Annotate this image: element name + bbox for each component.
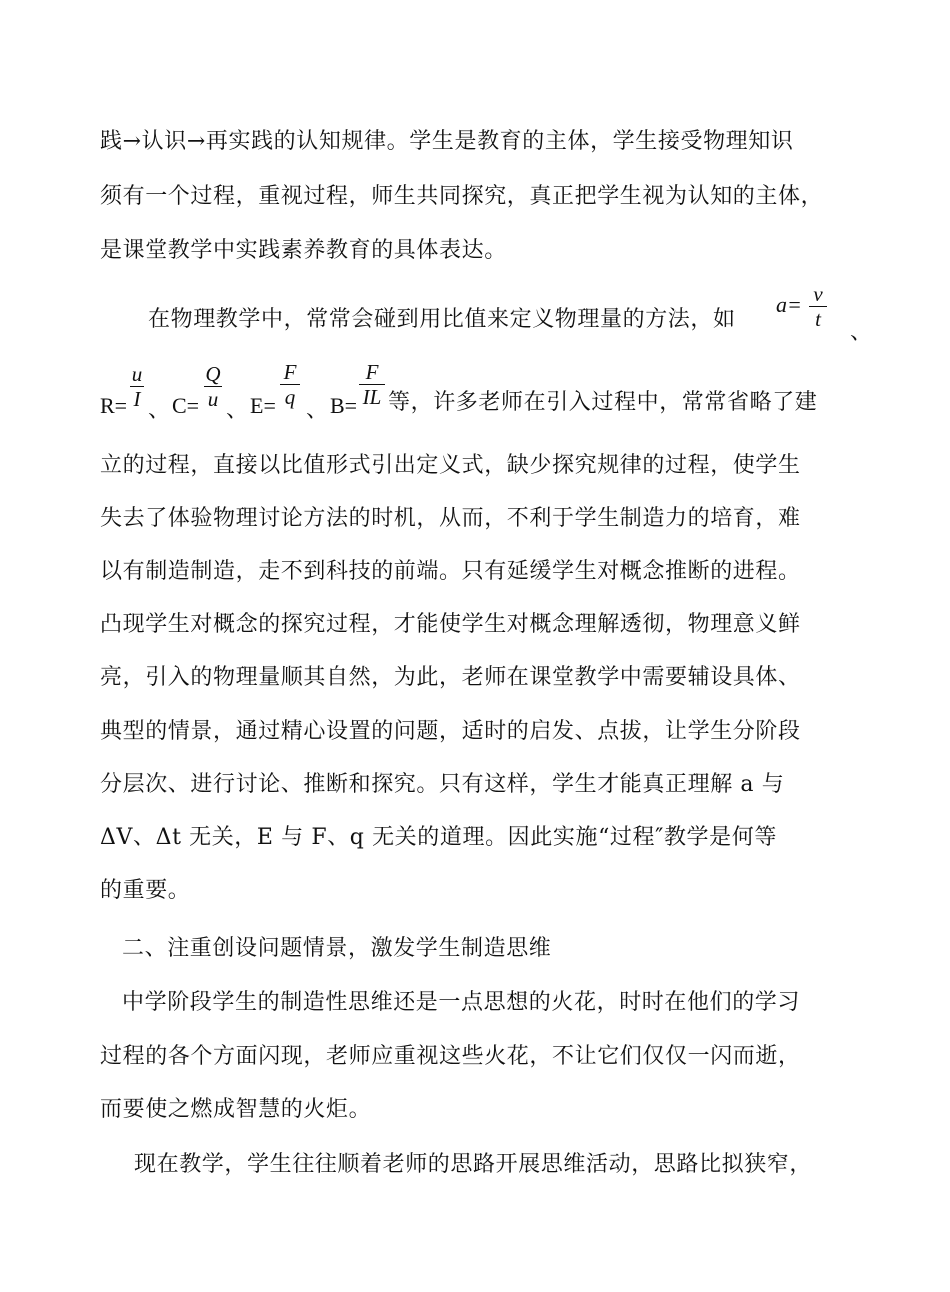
section-2-p2-line-1: 现在教学，学生往往顺着老师的思路开展思维活动，思路比拟狭窄， <box>134 1152 813 1177</box>
paragraph-2-line-2-tail: 等，许多老师在引入过程中，常常省略了建 <box>388 390 818 415</box>
formula-e-numerator: F <box>283 360 297 384</box>
paragraph-2-line-8: 典型的情景，通过精心设置的问题，适时的启发、点拔，让学生分阶段 <box>100 719 801 744</box>
paragraph-2-line-11: 的重要。 <box>100 878 191 903</box>
formula-b-fraction <box>358 360 386 409</box>
separator: 、 <box>226 397 249 422</box>
paragraph-1-line-2: 须有一个过程，重视过程，师生共同探究，真正把学生视为认知的主体， <box>100 184 824 209</box>
section-2-p1-line-1: 中学阶段学生的制造性思维还是一点思想的火花，时时在他们的学习 <box>122 990 801 1015</box>
paragraph-1-line-3: 是课堂教学中实践素养教育的具体表达。 <box>100 238 507 263</box>
formula-e-lhs: E= <box>250 393 276 418</box>
section-2-p1-line-2: 过程的各个方面闪现，老师应重视这些火花，不让它们仅仅一闪而逝， <box>100 1044 801 1069</box>
paragraph-2-line-10: ΔV、Δt 无关，E 与 F、q 无关的道理。因此实施“过程″教学是何等 <box>100 825 777 850</box>
separator: 、 <box>306 397 329 422</box>
formula-a-numerator: v <box>813 282 823 306</box>
paragraph-2-line-6: 凸现学生对概念的探究过程，才能使学生对概念理解透彻，物理意义鲜 <box>100 612 801 637</box>
formula-e-fraction <box>278 360 302 409</box>
formula-r-fraction <box>128 362 146 411</box>
formula-c-lhs: C= <box>172 393 200 418</box>
formula-e-denominator: q <box>284 385 296 409</box>
paragraph-2-line-1: 在物理教学中，常常会碰到用比值来定义物理量的方法，如 <box>148 307 736 332</box>
section-heading: 二、注重创设问题情景，激发学生制造思维 <box>122 936 552 961</box>
paragraph-2-line-1-tail: 、 <box>850 319 873 344</box>
formula-r-lhs: R= <box>100 393 128 418</box>
paragraph-2-line-3: 立的过程，直接以比值形式引出定义式，缺少探究规律的过程，使学生 <box>100 453 801 478</box>
formula-a-denominator: t <box>815 307 821 331</box>
section-2-p1-line-3: 而要使之燃成智慧的火炬。 <box>100 1097 372 1122</box>
formula-a-fraction <box>808 282 828 331</box>
formula-r-numerator: u <box>131 362 143 386</box>
paragraph-2-line-5: 以有制造制造，走不到科技的前端。只有延缓学生对概念推断的进程。 <box>100 559 801 584</box>
formula-c-numerator: Q <box>205 362 221 386</box>
formula-r-denominator: I <box>133 387 141 411</box>
formula-b-denominator: IL <box>362 385 382 409</box>
formula-a-lhs: a= <box>776 292 802 317</box>
formula-b-numerator: F <box>365 360 379 384</box>
separator: 、 <box>148 397 171 422</box>
formula-b-lhs: B= <box>330 393 358 418</box>
paragraph-2-line-7: 亮，引入的物理量顺其自然，为此，老师在课堂教学中需要辅设具体、 <box>100 665 801 690</box>
paragraph-2-line-4: 失去了体验物理讨论方法的时机，从而，不利于学生制造力的培育，难 <box>100 506 801 531</box>
formula-c-fraction <box>202 362 224 411</box>
paragraph-1-line-1: 践→认识→再实践的认知规律。学生是教育的主体，学生接受物理知识 <box>100 129 794 154</box>
paragraph-2-line-9: 分层次、进行讨论、推断和探究。只有这样，学生才能真正理解 a 与 <box>100 772 785 797</box>
formula-c-denominator: u <box>207 387 219 411</box>
